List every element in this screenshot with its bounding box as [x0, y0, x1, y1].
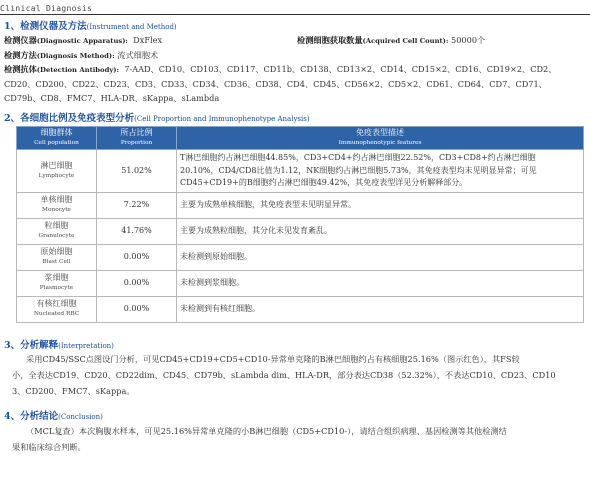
cell-population: 原始细胞 Blast Cell — [17, 244, 97, 270]
antibody-label-en: (Detection Antibody): — [36, 66, 120, 74]
cell-proportion: 51.02% — [97, 150, 177, 193]
method-label-en: (Diagnosis Method): — [36, 52, 115, 60]
antibody-list-1: 7-AAD、CD10、CD103、CD117、CD11b、CD138、CD13×2、CD14、CD15×2、CD16、CD19×2、CD2、 — [124, 64, 557, 74]
method-label: 检测方法 — [4, 50, 37, 60]
table-row — [17, 150, 584, 193]
cell-population: 浆细胞 Plasmocyte — [17, 270, 97, 296]
cell-count-value: 50000个 — [451, 35, 486, 45]
col-header-features: 免疫表型描述 Immunophenotypic features — [177, 127, 584, 150]
cell-features: 未检测到原始细胞。 — [177, 244, 584, 270]
method-value: 流式细胞术 — [117, 50, 159, 60]
cell-count-label: 检测细胞获取数量 — [297, 35, 363, 45]
instrument-label-en: (Diagnostic Apparatus): — [36, 37, 128, 45]
table-row — [17, 192, 584, 218]
instrument-line — [4, 35, 162, 46]
section3-title — [4, 337, 114, 351]
section1-title-cn: 1、检测仪器及方法 — [4, 21, 87, 32]
section2-title-en: (Cell Proportion and Immunophenotype Analysis) — [134, 115, 310, 123]
section4-title — [4, 408, 103, 422]
section4-title-en: (Conclusion) — [58, 413, 103, 421]
table-row — [17, 244, 584, 270]
conclusion-text — [12, 423, 582, 455]
cell-features: 未检测到有核红细胞。 — [177, 296, 584, 322]
section2-title — [4, 110, 310, 124]
cell-proportion: 0.00% — [97, 270, 177, 296]
cell-population: 有核红细胞 Nucleated RBC — [17, 296, 97, 322]
table-header-row — [17, 127, 584, 150]
cell-features: 主要为成熟单核细胞，其免疫表型未见明显异常。 — [177, 192, 584, 218]
cell-population: 粒细胞 Granulocyte — [17, 218, 97, 244]
cell-proportion: 0.00% — [97, 296, 177, 322]
instrument-value: DxFlex — [133, 35, 163, 45]
section3-title-en: (Interpretation) — [58, 342, 114, 350]
cell-proportion: 7.22% — [97, 192, 177, 218]
cell-count-label-en: (Acquired Cell Count): — [362, 37, 449, 45]
conclusion-line-2: 果和临床综合判断。 — [12, 442, 86, 452]
col-header-population: 细胞群体 Cell population — [17, 127, 97, 150]
table-row — [17, 270, 584, 296]
antibody-list-2: CD20、CD200、CD22、CD23、CD3、CD33、CD34、CD36、CD38、CD4、CD45、CD56×2、CD5×2、CD61、CD64、CD7、CD71、 — [4, 79, 547, 89]
cell-features: T淋巴细胞约占淋巴细胞44.85%，CD3+CD4+约占淋巴细胞22.52%，CD3+CD8+约占淋巴细胞 20.10%，CD4/CD8比值为1.12，NK细胞约占淋巴细胞5.73%，其免疫表型均未见明显异常；可见 CD45+CD19+的B细胞约占淋巴细胞49.42%，其免疫表型详见分析解释部分。 — [177, 150, 584, 193]
conclusion-line-1: （MCL复查）本次胸腹水样本，可见25.16%异常单克隆的小B淋巴细胞（CD5+CD10-），请结合组织病理、基因检测等其他检测结 — [26, 426, 507, 436]
cell-proportion: 0.00% — [97, 244, 177, 270]
section2-title-cn: 2、各细胞比例及免疫表型分析 — [4, 113, 135, 124]
interpretation-text — [12, 351, 582, 399]
interpretation-line-2: 小，全表达CD19、CD20、CD22dim、CD45、CD79b、sLambda dim、HLA-DR，部分表达CD38（52.32%），不表达CD10、CD23、CD10 — [12, 370, 556, 380]
method-line — [4, 50, 158, 61]
table-row — [17, 296, 584, 322]
cell-population: 淋巴细胞 Lymphocyte — [17, 150, 97, 193]
table-row — [17, 218, 584, 244]
cell-count-line — [297, 35, 485, 46]
section1-title — [4, 18, 177, 32]
section1-title-en: (Instrument and Method) — [86, 23, 177, 31]
page-header-title: Clinical Diagnosis — [0, 4, 93, 13]
header-rule — [0, 14, 590, 15]
cell-proportion: 41.76% — [97, 218, 177, 244]
cell-proportion-table — [16, 126, 584, 323]
cell-features: 未检测到浆细胞。 — [177, 270, 584, 296]
interpretation-line-1: 采用CD45/SSC点图设门分析，可见CD45+CD19+CD5+CD10-异常单克隆的B淋巴细胞约占有核细胞25.16%（图示红色），其FS较 — [26, 354, 520, 364]
section4-title-cn: 4、分析结论 — [4, 411, 59, 422]
section3-title-cn: 3、分析解释 — [4, 340, 59, 351]
instrument-label: 检测仪器 — [4, 35, 37, 45]
cell-features: 主要为成熟粒细胞，其分化未见发育紊乱。 — [177, 218, 584, 244]
antibody-line-1 — [4, 64, 556, 75]
col-header-proportion: 所占比例 Proportion — [97, 127, 177, 150]
interpretation-line-3: 3、CD200、FMC7、sKappa。 — [12, 386, 135, 396]
antibody-label: 检测抗体 — [4, 64, 37, 74]
cell-population: 单核细胞 Monocyte — [17, 192, 97, 218]
antibody-list-3: CD79b、CD8、FMC7、HLA-DR、sKappa、sLambda — [4, 93, 220, 103]
